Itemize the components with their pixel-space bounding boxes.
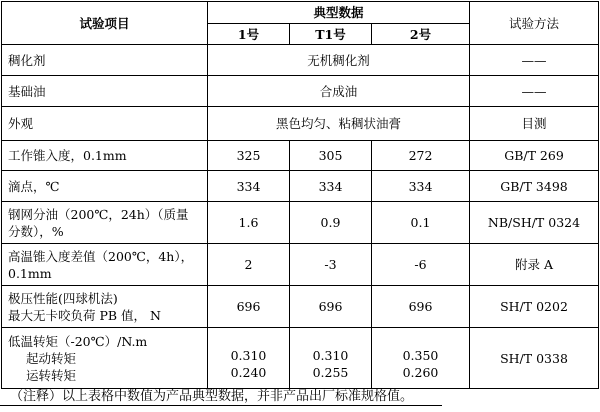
table-row: [2, 141, 599, 171]
row-method: GB/T 269: [470, 141, 599, 171]
value-grade-t1: [290, 328, 372, 389]
row-method: ——: [470, 76, 599, 107]
value-grade-t1: 0.9: [290, 202, 372, 244]
row-item: [2, 202, 208, 244]
row-merged-value: 黑色均匀、粘稠状油膏: [208, 107, 470, 141]
table-row: [2, 286, 599, 328]
row-subitem-start-torque: 起动转矩: [26, 350, 77, 366]
row-item-line1: 钢网分油（200℃，24h）（质量: [8, 206, 189, 222]
value-grade-2: 0.1: [372, 202, 470, 244]
value-start: 0.350: [402, 348, 439, 363]
row-item: 工作锥入度，0.1mm: [2, 141, 208, 171]
value-start: 0.310: [230, 348, 267, 363]
row-method: SH/T 0202: [470, 286, 599, 328]
value-grade-t1: -3: [290, 244, 372, 286]
row-merged-value: 合成油: [208, 76, 470, 107]
row-item: 外观: [2, 107, 208, 141]
value-running: 0.260: [402, 365, 439, 380]
value-grade-1: 334: [208, 171, 290, 202]
value-grade-2: 272: [372, 141, 470, 171]
row-item-line2: 0.1mm: [8, 265, 52, 281]
value-grade-2: -6: [372, 244, 470, 286]
row-item: [2, 328, 208, 389]
value-grade-t1: 696: [290, 286, 372, 328]
header-typical-data: 典型数据: [208, 2, 470, 24]
value-start: 0.310: [312, 348, 349, 363]
value-grade-1: 696: [208, 286, 290, 328]
value-running: 0.240: [230, 365, 267, 380]
row-item: [2, 244, 208, 286]
table-row: [2, 107, 599, 141]
row-item-line2: 分数），%: [8, 223, 64, 239]
value-grade-t1: 305: [290, 141, 372, 171]
table-row: [2, 328, 599, 389]
footnote-underline: [0, 405, 442, 406]
value-grade-1: 325: [208, 141, 290, 171]
table-row: [2, 244, 599, 286]
value-grade-t1: 334: [290, 171, 372, 202]
header-method: 试验方法: [470, 2, 599, 45]
value-running: 0.255: [312, 365, 349, 380]
value-grade-2: 696: [372, 286, 470, 328]
row-item-line1: 高温锥入度差值（200℃，4h），: [8, 248, 194, 264]
table-row: [2, 171, 599, 202]
row-item-line1: 极压性能(四球机法): [8, 290, 118, 306]
row-item: 稠化剂: [2, 45, 208, 76]
row-method: 目测: [470, 107, 599, 141]
row-item-line2: 最大无卡咬负荷 PB 值， N: [8, 307, 161, 323]
value-grade-1: 2: [208, 244, 290, 286]
row-method: NB/SH/T 0324: [470, 202, 599, 244]
row-method: ——: [470, 45, 599, 76]
table-row: [2, 202, 599, 244]
row-subitem-running-torque: 运转转矩: [26, 367, 77, 383]
grade-t1: T1号: [290, 24, 372, 45]
row-item-line1: 低温转矩（-20℃）/N.m: [8, 333, 148, 349]
table-row: [2, 76, 599, 107]
row-item: [2, 286, 208, 328]
grade-1: 1号: [208, 24, 290, 45]
value-grade-1: [208, 328, 290, 389]
grade-2: 2号: [372, 24, 470, 45]
header-row-top: [2, 2, 599, 24]
row-item: 滴点，℃: [2, 171, 208, 202]
value-grade-1: 1.6: [208, 202, 290, 244]
row-method: 附录 A: [470, 244, 599, 286]
table-row: [2, 45, 599, 76]
header-item: 试验项目: [2, 2, 208, 45]
row-merged-value: 无机稠化剂: [208, 45, 470, 76]
row-item: 基础油: [2, 76, 208, 107]
table-footnote: （注释）以上表格中数值为产品典型数据，并非产品出厂标准规格值。: [10, 389, 414, 404]
value-grade-2: 334: [372, 171, 470, 202]
spec-table: [1, 1, 599, 389]
row-method: SH/T 0338: [470, 328, 599, 389]
value-grade-2: [372, 328, 470, 389]
row-method: GB/T 3498: [470, 171, 599, 202]
